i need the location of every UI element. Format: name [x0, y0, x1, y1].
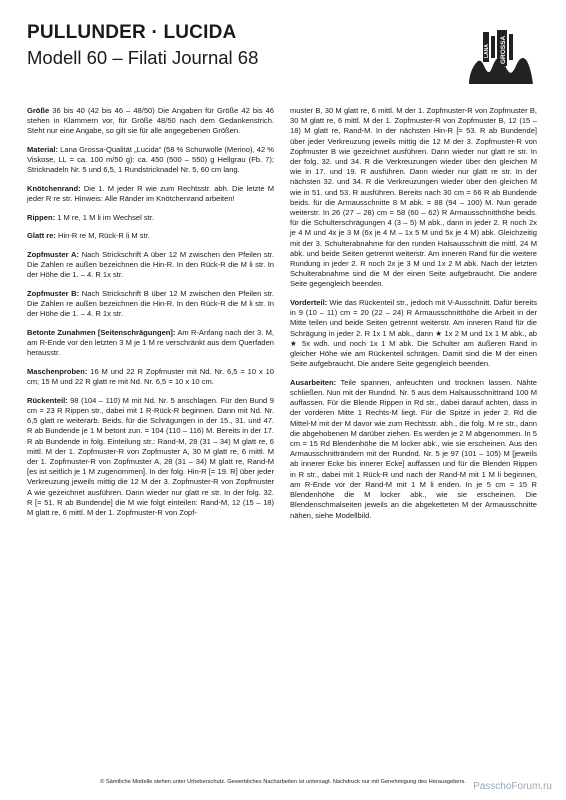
instruction-paragraph: [27, 145, 274, 176]
section-text: Die 1. M jeder R wie zum Rechtsstr. abh. Die letzte M jeder R re str. Hinweis: Alle Ränder im Knötchenrand arbeiten!: [27, 184, 274, 204]
lana-grossa-logo: [463, 28, 541, 90]
section-text: muster B, 30 M glatt re, 6 mittl. M der 1. Zopfmuster-R von Zopfmuster B, 30 M glatt re, 6 mittl. M der 1. Zopfmuster-R von Zopfmuster B, 12 (15 – 18) M glatt re, Rand-M. In der nächsten Hin-R [= 53. R ab Bundende] über jeder Verkreuzung jeweils mittig die 12 M der 3. Zopfmuster-R von Zopfmuster B wie gezeichnet ausführen. Dann wieder nur glatt re str. In der folg. 32. und 34. R die Verkreuzungen wieder über den gleichen M wie in 17. und 19. R ausführen. Dann wieder nur glatt re str. In der nächsten 32. und 34. R die Verkreuzungen wieder über den gleichen M wie in 51. und 53. R ausführen. Bereits nach 30 cm = 66 R ab Bundende beids. für die Armausschnitte 8 M abk. = 88 (94 – 100) M. Nun gerade weiterstr. In 26 (27 – 28) cm = 58 (60 – 62) R Armausschnitthöhe beids. für die Schulterschrägungen 4 (3 – 5) M abk., dann in jeder 2. R noch 2x je 4 M und 4x je 3 M (6x je 4 M – 1x 5 M und 5x je 4 M) abk. Gleichzeitig mit der 3. Schulterabnahme für den runden Halsausschnitt die mittl. 24 M abk. und beide Seiten getrennt weiterstr. Am inneren Rand für die weitere Rundung in jeder 2. R noch 2x je 3 M und 1x 2 M abk. Nach der letzten Schulterabnahme sind die M der einen Seite aufgebraucht. Die andere Seite gegengleich beenden.: [290, 106, 537, 289]
section-label: Material:: [27, 145, 59, 154]
section-label: Größe: [27, 106, 50, 115]
page-title: PULLUNDER · LUCIDA: [27, 22, 237, 43]
section-text: 16 M und 22 R Zopfmuster mit Nd. Nr. 6,5 = 10 x 10 cm; 15 M und 22 R glatt re mit Nd. Nr. 6,5 = 10 x 10 cm.: [27, 366, 274, 387]
left-column: [27, 106, 274, 527]
section-label: Ausarbeiten:: [290, 377, 337, 387]
section-text: 36 bis 40 (42 bis 46 – 48/50) Die Angaben für Größe 42 bis 46 stehen in Klammern vor, für Größe 48/50 nach dem Gedankenstrich. Steht nur eine Angabe, so gilt sie für alle angegebenen Größen.: [27, 106, 274, 136]
section-text: Wie das Rückenteil str., jedoch mit V-Ausschnitt. Dafür bereits in 9 (10 – 11) cm = 20 (22 – 24) R Armausschnitthöhe die Arbeit in der Mitte teilen und beide Seiten getrennt weiterstr. Am inneren Rand für die Schrägung in jeder 2. R 1x 1 M abk., dann ★ 1x 2 M und 1x 1 M abk., ab ★ 5x wdh. und noch 1x 1 M abk. Die Schulter am äußeren Rand in gleicher Höhe wie am Rückenteil schrägen. Damit sind die M der einen Seite aufgebraucht. Die andere Seite gegengleich beenden.: [290, 298, 537, 369]
instruction-paragraph: [290, 298, 537, 369]
instruction-paragraph: [27, 213, 274, 223]
section-label: Rückenteil:: [27, 395, 68, 405]
instructions-body: [27, 106, 539, 766]
instruction-paragraph: [27, 250, 274, 281]
section-label: Zopfmuster B:: [27, 288, 80, 298]
section-text: Am R-Anfang nach der 3. M, am R-Ende vor den letzten 3 M je 1 M re verschränkt aus dem Querfaden herausstr.: [27, 327, 274, 358]
svg-text:GROSSA: GROSSA: [500, 35, 507, 64]
section-label: Glatt re:: [27, 231, 56, 241]
section-label: Knötchenrand:: [27, 184, 81, 193]
section-text: Nach Strickschrift B über 12 M zwischen den Pfeilen str. Die Zahlen re außen bezeichnen die Hin-R. In den Rück-R die M li str. In der Höhe die 1. – 4. R 1x str.: [27, 288, 274, 319]
watermark: PasschoForum.ru: [473, 781, 552, 792]
section-text: Teile spannen, anfeuchten und trocknen lassen. Nähte schließen. Nun mit der Rundnd. Nr. 5 aus dem Halsausschnittrand 100 M auffassen. Für die Blende Rippen in Rd str., dabei darauf achten, dass in der vorderen Mitte 1 Rechts-M liegt. Für die Spitze in jeder 2. Rd die Mittel-M mit der M davor wie zum Rechtsstr. abh., die folg. M re str., dann die abgehobenen M darüber ziehen. Es werden je 2 M abgenommen. In 5 cm = 15 Rd Blendenhöhe die M locker abk., wie sie erscheinen. Aus den Armausschnitträndern mit der Rundnd. Nr. 5 je 97 (101 – 105) M [jeweils ab innerer Ecke bis innerer Ecke] auffassen und für die Blenden Rippen in R str., dabei mit 1 Rück-R und nach der Rand-M mit 1 M li beginnen, am R-Ende vor der Rand-M mit 1 M li enden. In je 5 cm = 15 R Blendenhöhe die M locker abk., wie sie erscheinen. Die Blendenschmalseiten jeweils an die abgeketteten M der Armausschnitte nähen, siehe Modellbild.: [290, 377, 537, 520]
section-text: Lana Grossa-Qualität „Lucida“ (58 % Schurwolle (Merino), 42 % Viskose, LL = ca. 100 m/50 g): ca. 450 (500 – 550) g Hellgrau (Fb. 7); Stricknadeln Nr. 5 und 6,5, 1 Rundstricknadel Nr. 5, 60 cm lang.: [27, 145, 274, 175]
section-label: Betonte Zunahmen [Seitenschrägungen]:: [27, 327, 176, 337]
instruction-paragraph: [27, 328, 274, 359]
instruction-paragraph: [27, 106, 274, 137]
instruction-paragraph: [290, 106, 537, 290]
section-label: Rippen:: [27, 212, 56, 222]
section-text: Hin-R re M, Rück-R li M str.: [55, 231, 150, 241]
section-label: Zopfmuster A:: [27, 249, 79, 259]
section-label: Maschenproben:: [27, 366, 88, 376]
instruction-paragraph: [27, 367, 274, 387]
instruction-paragraph: [27, 184, 274, 204]
instruction-paragraph: [27, 231, 274, 241]
section-text: 1 M re, 1 M li im Wechsel str.: [55, 212, 154, 222]
section-text: 98 (104 – 110) M mit Nd. Nr. 5 anschlagen. Für den Bund 9 cm = 23 R Rippen str., dabei mit 1 R-Rück-R beginnen. Dann mit Nd. Nr. 6,5 glatt re weiterarb. Beids. für die Schrägungen in der 15., 31. und 47. R ab Bundende je 1 M betont zun. = 104 (110 – 116) M. Bereits in der 17. R ab Bundende in folg. Einteilung str.: Rand-M, 28 (31 – 34) M glatt re, 6 mittl. M der 1. Zopfmuster-R von Zopfmuster A, 30 M glatt re, 6 mittl. M der 1. Zopfmuster-R von Zopfmuster A, 28 (31 – 34) M glatt re, Rand-M [es ist seitlich je 1 M zugenommen]. In der folg. Hin-R [= 19. R] über jeder Verkreuzung jeweils mittig die 12 M der 3. Zopfmuster-R von Zopfmuster A wie gezeichnet ausführen. Dann wieder nur glatt re str. In der folg. 32. R [= 51. R ab Bundende] die M wie folgt einteilen: Rand-M, 12 (15 – 18) M glatt re, 6 mittl. M der 1. Zopfmuster-R von Zopf-: [27, 395, 274, 518]
section-text: Nach Strickschrift A über 12 M zwischen den Pfeilen str. Die Zahlen re außen bezeichnen die Hin-R. In den Rück-R die M li str. In der Höhe die 1. – 4. R 1x str.: [27, 249, 274, 280]
instruction-paragraph: [27, 289, 274, 320]
section-label: Vorderteil:: [290, 298, 328, 308]
instruction-paragraph: [290, 378, 537, 521]
right-column: [290, 106, 537, 529]
instruction-paragraph: [27, 396, 274, 518]
lana-grossa-logo-icon: [463, 28, 541, 90]
page-subtitle: Modell 60 – Filati Journal 68: [27, 47, 259, 68]
svg-text:LANA: LANA: [484, 44, 490, 58]
copyright-footer: © Sämtliche Modelle stehen unter Urheberschutz. Gewerbliches Nacharbeiten ist untersagt. Nachdruck nur mit Genehmigung des Herausgebers.: [100, 779, 466, 785]
